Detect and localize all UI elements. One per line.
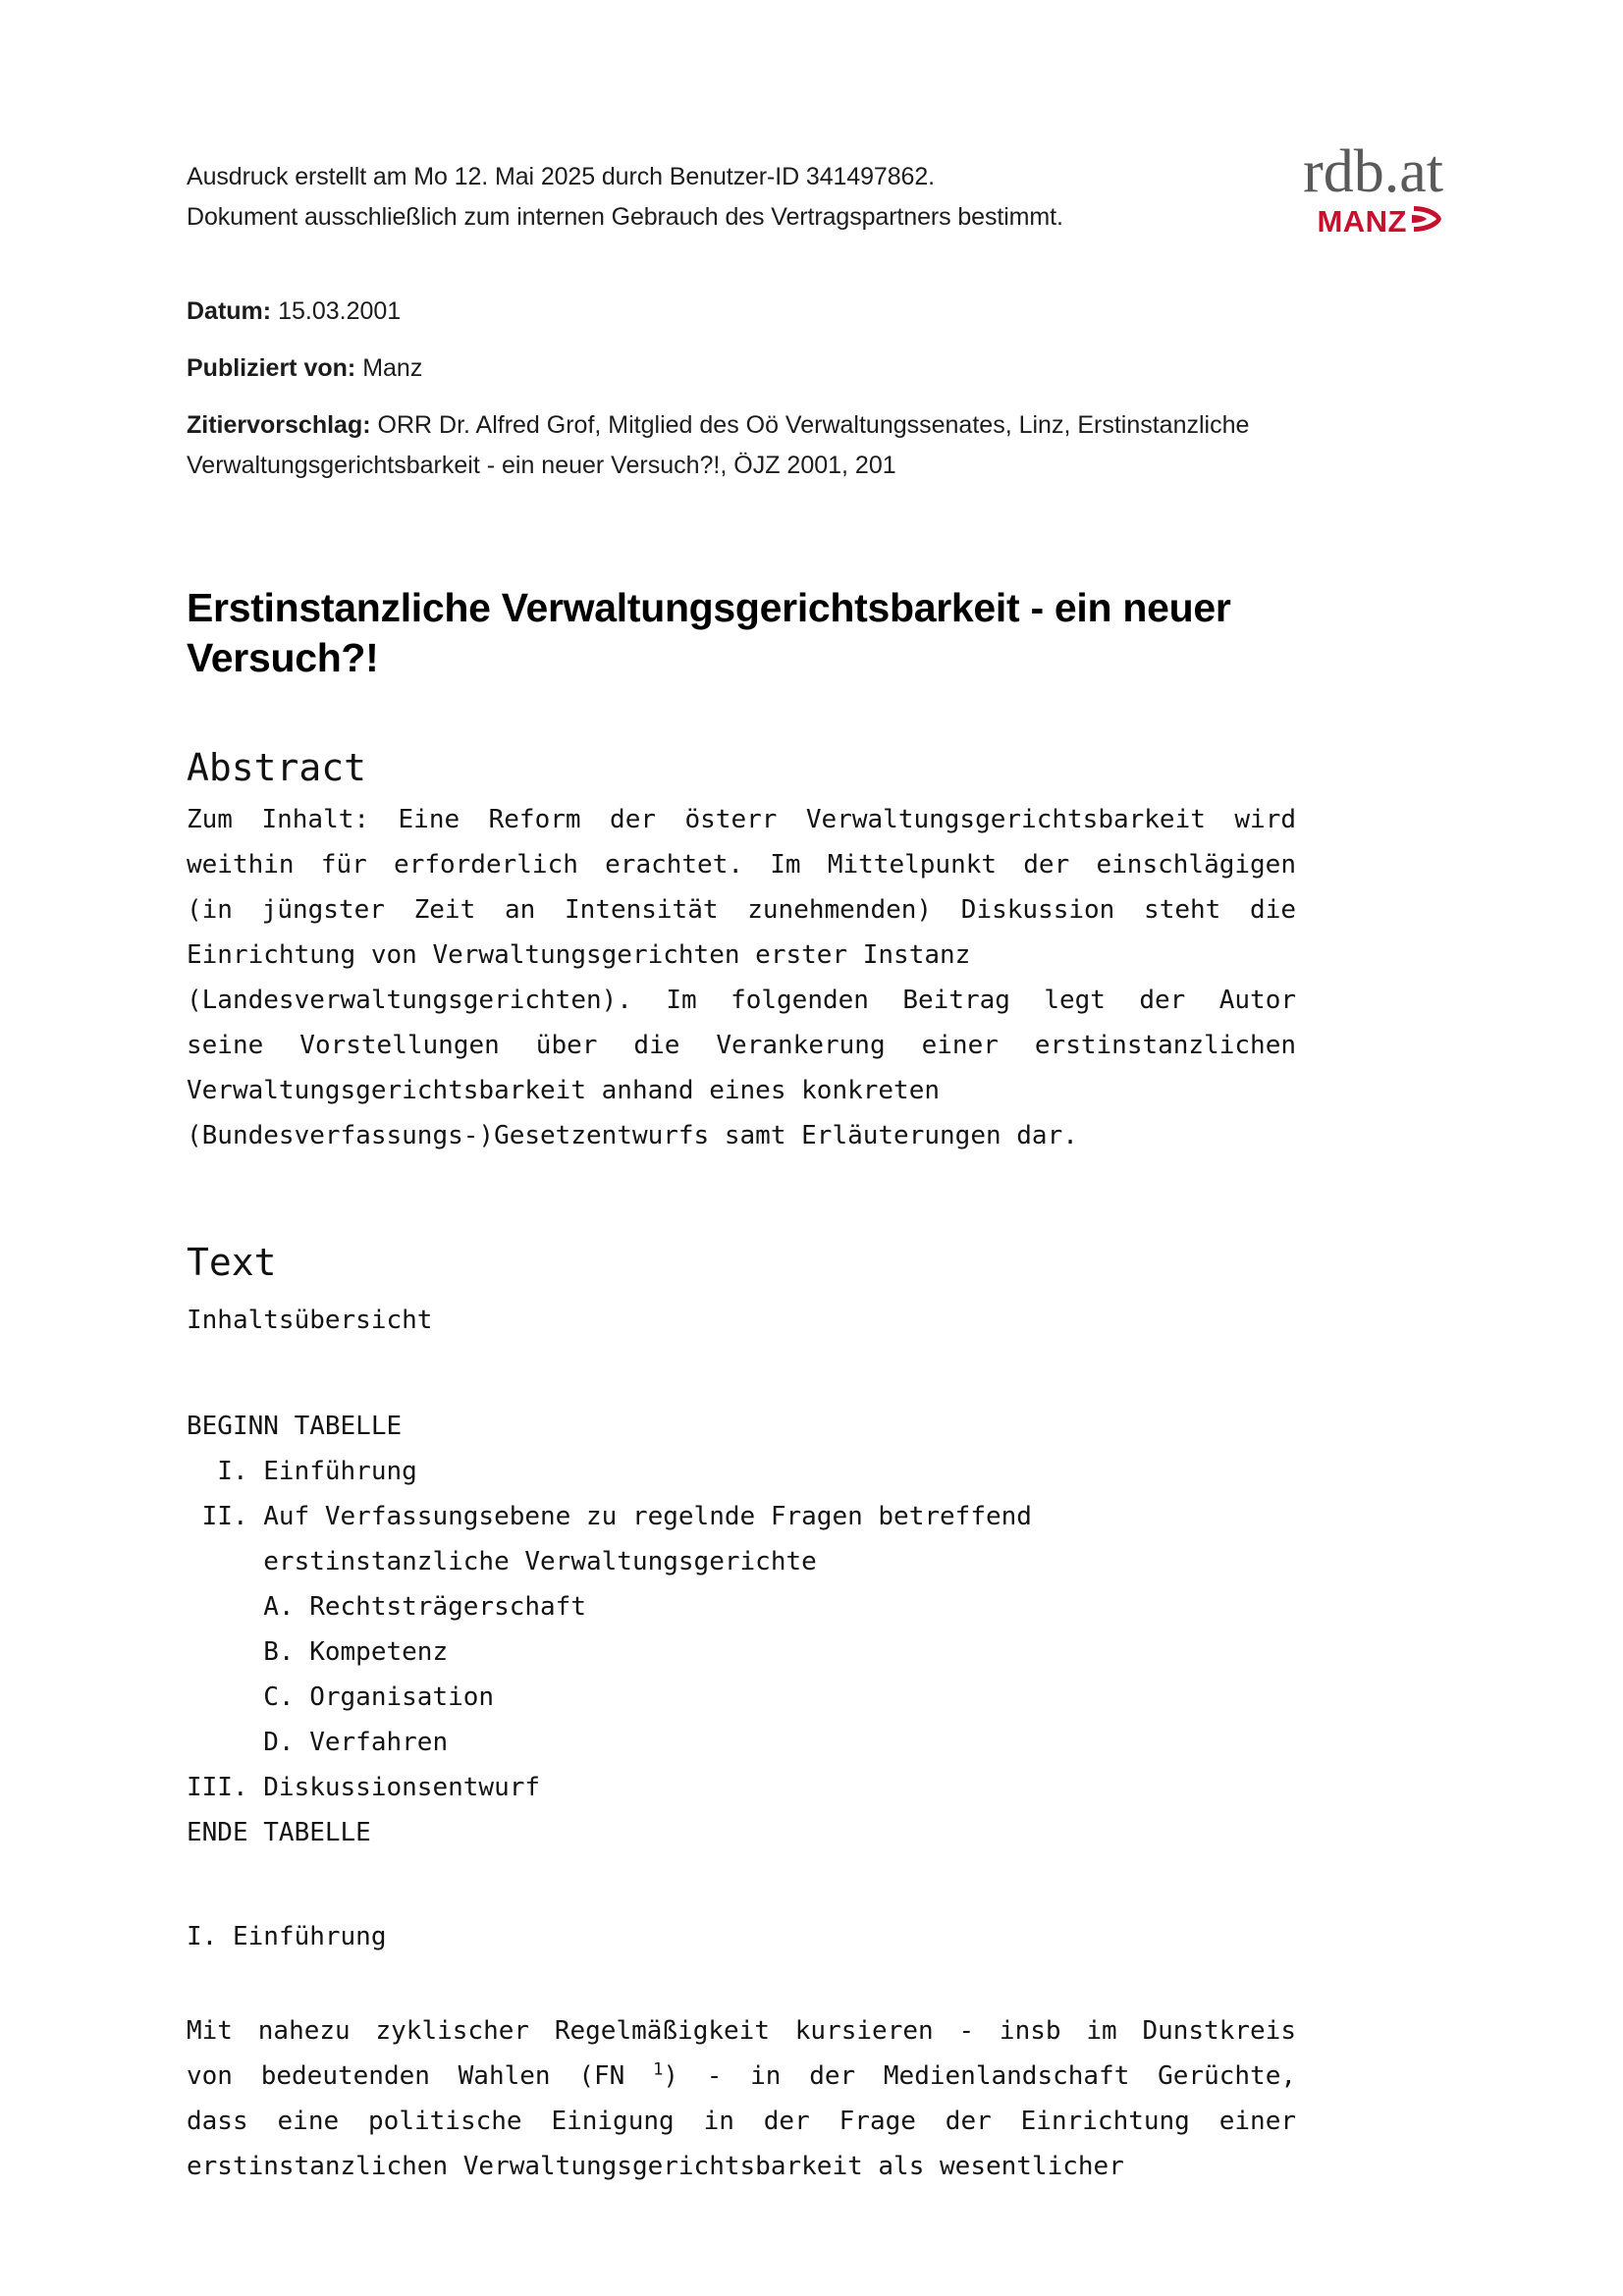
page-header — [187, 138, 1443, 239]
section-one-heading: I. Einführung — [187, 1922, 387, 1951]
section-one-line: Mit nahezu zyklischer Regelmäßigkeit kursieren - insb im Dunstkreis — [187, 2016, 1296, 2046]
document-metadata — [187, 294, 1453, 512]
toc-entry: C. Organisation — [187, 1682, 495, 1712]
section-one-line: erstinstanzlichen Verwaltungsgerichtsbarkeit als wesentlicher — [187, 2152, 1124, 2181]
toc-entry: D. Verfahren — [187, 1728, 449, 1757]
toc-label: Inhaltsübersicht — [187, 1306, 433, 1335]
publiziert-value: Manz — [362, 354, 423, 382]
section-one-body — [187, 2008, 1296, 2189]
abstract-line: Verwaltungsgerichtsbarkeit anhand eines konkreten — [187, 1076, 941, 1105]
abstract-line: seine Vorstellungen über die Verankerung einer erstinstanzlichen — [187, 1031, 1296, 1060]
abstract-line: (in jüngster Zeit an Intensität zunehmenden) Diskussion steht die — [187, 895, 1296, 925]
abstract-heading: Abstract — [187, 745, 367, 789]
toc-entry: III. Diskussionsentwurf — [187, 1773, 541, 1802]
datum-label: Datum: — [187, 297, 272, 325]
toc-entry: erstinstanzliche Verwaltungsgerichte — [187, 1547, 817, 1576]
toc-entry: II. Auf Verfassungsebene zu regelnde Fragen betreffend — [187, 1502, 1032, 1531]
logo-manz-text: MANZ — [1317, 204, 1407, 239]
section-one-line: von bedeutenden Wahlen (FN $^1$) - in der Medienlandschaft Gerüchte, — [187, 2059, 1296, 2091]
zitiervorschlag-label: Zitiervorschlag: — [187, 411, 371, 439]
zitiervorschlag-value: ORR Dr. Alfred Grof, Mitglied des Oö Verwaltungssenates, Linz, Erstinstanzliche — [377, 411, 1250, 439]
logo-wordmark: rdb.at — [1303, 138, 1443, 205]
page-title: Erstinstanzliche Verwaltungsgerichtsbarkeit - ein neuer Versuch?! — [187, 585, 1231, 681]
text-heading: Text — [187, 1240, 277, 1284]
publiziert-label: Publiziert von: — [187, 354, 356, 382]
rdb-logo — [1232, 138, 1443, 239]
zitiervorschlag-value-line2: Verwaltungsgerichtsbarkeit - ein neuer Versuch?!, ÖJZ 2001, 201 — [187, 452, 896, 479]
abstract-line: (Landesverwaltungsgerichten). Im folgenden Beitrag legt der Autor — [187, 986, 1296, 1015]
print-notice-line-2: Dokument ausschließlich zum internen Gebrauch des Vertragspartners bestimmt. — [187, 203, 1063, 231]
manz-swirl-icon — [1410, 204, 1443, 239]
meta-row-zitiervorschlag — [187, 408, 1453, 489]
footnote-marker[interactable]: 1 — [653, 2059, 664, 2080]
toc-entry: B. Kompetenz — [187, 1637, 449, 1667]
abstract-line: weithin für erforderlich erachtet. Im Mittelpunkt der einschlägigen — [187, 850, 1296, 880]
toc-begin-marker: BEGINN TABELLE — [187, 1412, 403, 1441]
abstract-line: (Bundesverfassungs-)Gesetzentwurfs samt Erläuterungen dar. — [187, 1121, 1078, 1150]
logo-publisher — [1232, 204, 1443, 239]
abstract-line: Einrichtung von Verwaltungsgerichten erster Instanz — [187, 940, 971, 970]
toc-end-marker: ENDE TABELLE — [187, 1818, 371, 1847]
toc-entry: I. Einführung — [187, 1457, 417, 1486]
toc-entry: A. Rechtsträgerschaft — [187, 1592, 586, 1622]
meta-row-datum — [187, 294, 1453, 328]
abstract-body — [187, 797, 1296, 1158]
datum-value: 15.03.2001 — [278, 297, 402, 325]
print-notice-line-1: Ausdruck erstellt am Mo 12. Mai 2025 durch Benutzer-ID 341497862. — [187, 163, 935, 190]
section-one-line: dass eine politische Einigung in der Frage der Einrichtung einer — [187, 2107, 1296, 2136]
print-notice — [187, 157, 1063, 238]
meta-row-publiziert — [187, 351, 1453, 385]
abstract-line: Zum Inhalt: Eine Reform der österr Verwaltungsgerichtsbarkeit wird — [187, 805, 1296, 834]
table-of-contents — [187, 1404, 1032, 1855]
